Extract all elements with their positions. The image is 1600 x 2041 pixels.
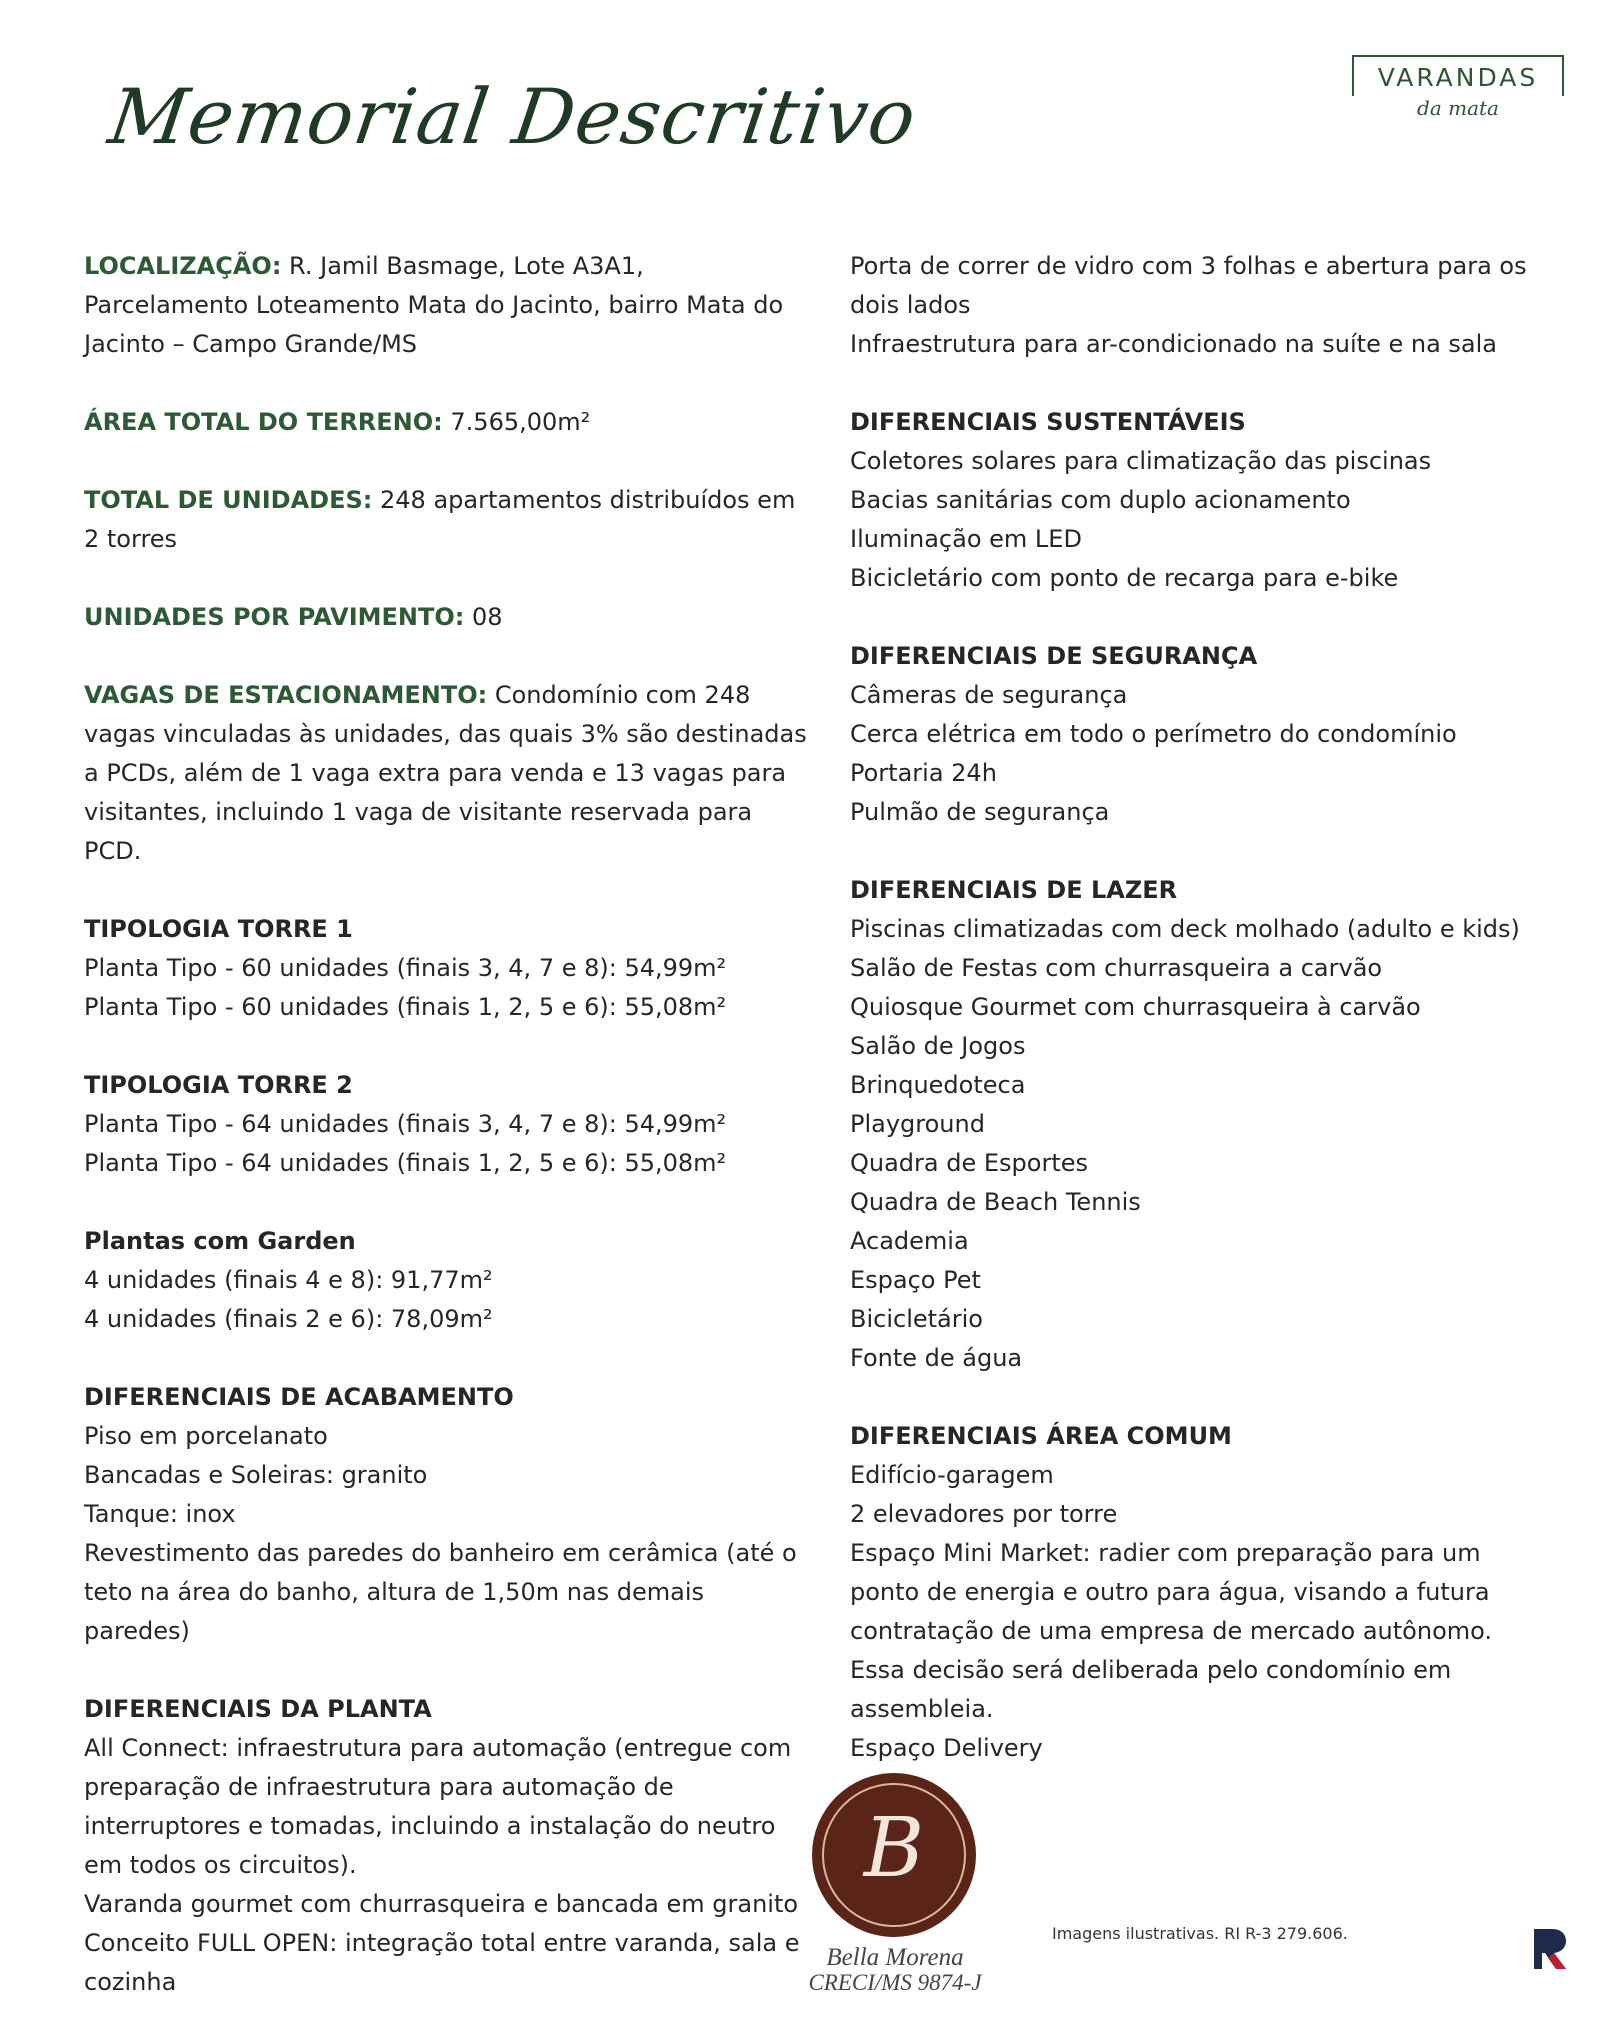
section-unidades-pavimento bbox=[84, 598, 814, 637]
section-heading: TIPOLOGIA TORRE 2 bbox=[84, 1071, 353, 1099]
list-item: Espaço Mini Market: radier com preparação para um ponto de energia e outro para água, visando a futura contratação de uma empresa de mercado autônomo. Essa decisão será deliberada pelo condomínio em assembleia. bbox=[850, 1539, 1493, 1723]
list-item: Planta Tipo - 64 unidades (finais 3, 4, 7 e 8): 54,99m² bbox=[84, 1110, 727, 1138]
section-text: 08 bbox=[464, 603, 503, 631]
section-heading: DIFERENCIAIS DA PLANTA bbox=[84, 1695, 432, 1723]
section-heading: DIFERENCIAIS DE LAZER bbox=[850, 876, 1178, 904]
section-torre-2 bbox=[84, 1066, 814, 1183]
list-item: Coletores solares para climatização das piscinas bbox=[850, 447, 1432, 475]
list-item: Portaria 24h bbox=[850, 759, 997, 787]
list-item: Piscinas climatizadas com deck molhado (adulto e kids) bbox=[850, 915, 1520, 943]
list-item: Planta Tipo - 60 unidades (finais 1, 2, 5 e 6): 55,08m² bbox=[84, 993, 727, 1021]
section-total-unidades bbox=[84, 481, 814, 559]
list-item: Fonte de água bbox=[850, 1344, 1023, 1372]
logo-sub-text: da mata bbox=[1352, 96, 1564, 120]
list-item: Porta de correr de vidro com 3 folhas e abertura para os dois lados bbox=[850, 252, 1527, 319]
list-item: Iluminação em LED bbox=[850, 525, 1082, 553]
section-label: ÁREA TOTAL DO TERRENO: bbox=[84, 408, 443, 436]
seal-creci: CRECI/MS 9874-J bbox=[808, 1970, 982, 1995]
section-heading: TIPOLOGIA TORRE 1 bbox=[84, 915, 353, 943]
list-item: Quadra de Esportes bbox=[850, 1149, 1089, 1177]
list-item: Bacias sanitárias com duplo acionamento bbox=[850, 486, 1351, 514]
left-column bbox=[84, 247, 814, 2041]
list-item: 2 elevadores por torre bbox=[850, 1500, 1118, 1528]
list-item: Planta Tipo - 60 unidades (finais 3, 4, 7 e 8): 54,99m² bbox=[84, 954, 727, 982]
list-item: Espaço Delivery bbox=[850, 1734, 1043, 1762]
seal-name: Bella Morena bbox=[826, 1944, 964, 1971]
list-item: Bicicletário bbox=[850, 1305, 983, 1333]
list-item: Bancadas e Soleiras: granito bbox=[84, 1461, 428, 1489]
section-label: UNIDADES POR PAVIMENTO: bbox=[84, 603, 465, 631]
list-item: Quadra de Beach Tennis bbox=[850, 1188, 1141, 1216]
list-item: Tanque: inox bbox=[84, 1500, 236, 1528]
list-item: Bicicletário com ponto de recarga para e-bike bbox=[850, 564, 1399, 592]
list-item: Revestimento das paredes do banheiro em cerâmica (até o teto na área do banho, altura de 1,50m nas demais paredes) bbox=[84, 1539, 797, 1645]
bella-morena-seal bbox=[812, 1773, 976, 1937]
seal-letter: B bbox=[863, 1801, 925, 1896]
list-item: Varanda gourmet com churrasqueira e bancada em granito bbox=[84, 1890, 799, 1918]
section-area-total bbox=[84, 403, 814, 442]
section-localizacao bbox=[84, 247, 814, 364]
section-area-comum bbox=[850, 1417, 1550, 1768]
list-item: Pulmão de segurança bbox=[850, 798, 1110, 826]
section-text: 248 apartamentos distribuídos em 2 torres bbox=[84, 486, 796, 553]
section-text: 7.565,00m² bbox=[442, 408, 591, 436]
page-title: Memorial Descritivo bbox=[103, 72, 922, 161]
section-label: TOTAL DE UNIDADES: bbox=[84, 486, 373, 514]
section-heading: DIFERENCIAIS DE ACABAMENTO bbox=[84, 1383, 514, 1411]
section-seguranca bbox=[850, 637, 1550, 832]
list-item: Playground bbox=[850, 1110, 985, 1138]
section-label: LOCALIZAÇÃO: bbox=[84, 252, 282, 280]
section-text: R. Jamil Basmage, Lote A3A1, Parcelamento Loteamento Mata do Jacinto, bairro Mata do Jacinto – Campo Grande/MS bbox=[84, 252, 784, 358]
section-garden bbox=[84, 1222, 814, 1339]
list-item: 4 unidades (finais 4 e 8): 91,77m² bbox=[84, 1266, 493, 1294]
list-item: Infraestrutura para ar-condicionado na suíte e na sala bbox=[850, 330, 1498, 358]
list-item: Planta Tipo - 64 unidades (finais 1, 2, 5 e 6): 55,08m² bbox=[84, 1149, 727, 1177]
section-heading: Plantas com Garden bbox=[84, 1227, 356, 1255]
list-item: 4 unidades (finais 2 e 6): 78,09m² bbox=[84, 1305, 493, 1333]
list-item: Quiosque Gourmet com churrasqueira à carvão bbox=[850, 993, 1421, 1021]
section-heading: DIFERENCIAIS SUSTENTÁVEIS bbox=[850, 408, 1246, 436]
logo-main-text: VARANDAS bbox=[1377, 63, 1539, 92]
list-item: Conceito FULL OPEN: integração total entre varanda, sala e cozinha bbox=[84, 1929, 800, 1996]
r-logo-icon bbox=[1530, 1925, 1570, 1971]
right-column bbox=[850, 247, 1550, 1807]
section-planta bbox=[84, 1690, 814, 2002]
section-text: Condomínio com 248 vagas vinculadas às unidades, das quais 3% são destinadas a PCDs, além de 1 vaga extra para venda e 13 vagas para visitantes, incluindo 1 vaga de visitante reservada para PCD. bbox=[84, 681, 807, 865]
section-label: VAGAS DE ESTACIONAMENTO: bbox=[84, 681, 488, 709]
section-sustentaveis bbox=[850, 403, 1550, 598]
list-item: All Connect: infraestrutura para automação (entregue com preparação de infraestrutura para automação de interruptores e tomadas, incluindo a instalação do neutro em todos os circuitos). bbox=[84, 1734, 792, 1879]
section-heading: DIFERENCIAIS ÁREA COMUM bbox=[850, 1422, 1232, 1450]
list-item: Brinquedoteca bbox=[850, 1071, 1026, 1099]
list-item: Academia bbox=[850, 1227, 969, 1255]
list-item: Cerca elétrica em todo o perímetro do condomínio bbox=[850, 720, 1457, 748]
list-item: Espaço Pet bbox=[850, 1266, 981, 1294]
section-lazer bbox=[850, 871, 1550, 1378]
footnote: Imagens ilustrativas. RI R-3 279.606. bbox=[1052, 1924, 1348, 1943]
list-item: Edifício-garagem bbox=[850, 1461, 1054, 1489]
list-item: Câmeras de segurança bbox=[850, 681, 1128, 709]
section-planta-continued bbox=[850, 247, 1550, 364]
section-acabamento bbox=[84, 1378, 814, 1651]
section-torre-1 bbox=[84, 910, 814, 1027]
section-heading: DIFERENCIAIS DE SEGURANÇA bbox=[850, 642, 1258, 670]
list-item: Salão de Festas com churrasqueira a carvão bbox=[850, 954, 1383, 982]
list-item: Salão de Jogos bbox=[850, 1032, 1026, 1060]
list-item: Piso em porcelanato bbox=[84, 1422, 328, 1450]
section-vagas bbox=[84, 676, 814, 871]
